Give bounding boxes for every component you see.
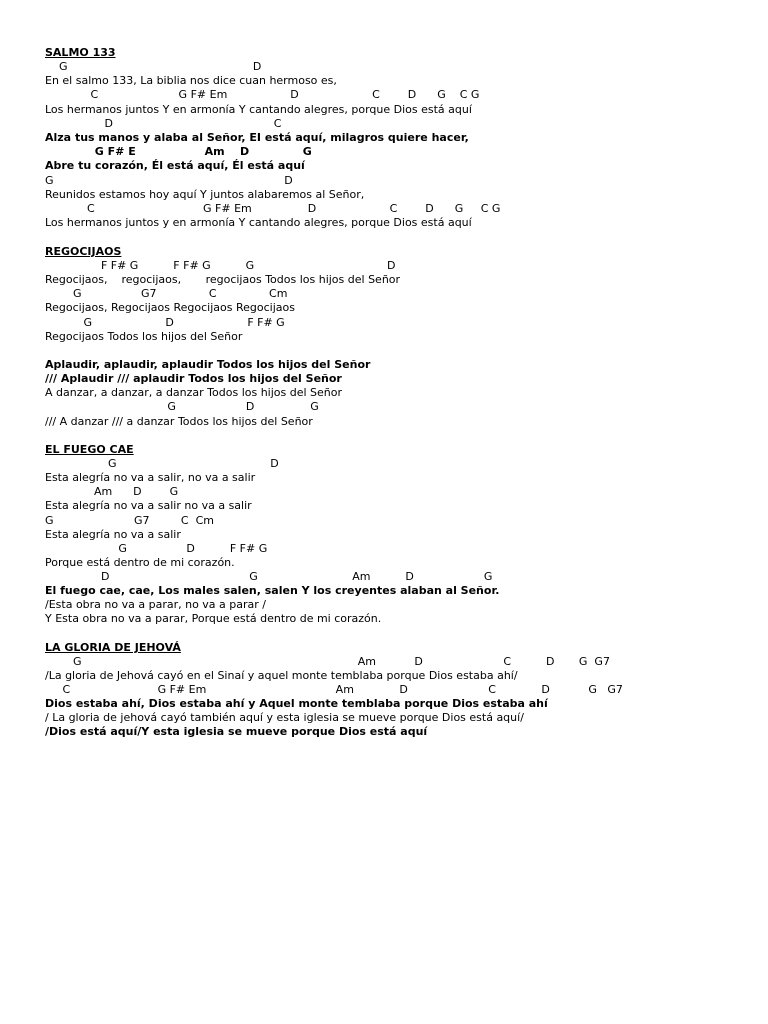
- lyric-line: Alza tus manos y alaba al Señor, EI está aquí, milagros quiere hacer,: [45, 131, 469, 144]
- lyric-line: Los hermanos juntos y en armonía Y cantando alegres, porque Dios está aquí: [45, 216, 472, 229]
- chord-line: G D F F# G: [45, 542, 268, 555]
- lyric-line: Esta alegría no va a salir no va a salir: [45, 499, 252, 512]
- lyric-line: /La gloria de Jehová cayó en el Sinaí y aquel monte temblaba porque Dios estaba ahí/: [45, 669, 518, 682]
- chord-line: G D: [45, 174, 293, 187]
- lyric-line: Esta alegría no va a salir, no va a salir: [45, 471, 256, 484]
- chord-line: G Am D C D G G7: [45, 655, 610, 668]
- lyric-line: / La gloria de jehová cayó también aquí y esta iglesia se mueve porque Dios está aquí/: [45, 711, 524, 724]
- song-title: REGOCIJAOS: [45, 245, 122, 258]
- lyric-line: Los hermanos juntos Y en armonía Y cantando alegres, porque Dios está aquí: [45, 103, 472, 116]
- chord-line: G G7 C Cm: [45, 514, 215, 527]
- song-title: EL FUEGO CAE: [45, 443, 134, 456]
- lyric-line: El fuego cae, cae, Los males salen, salen Y los creyentes alaban al Señor.: [45, 584, 500, 597]
- lyric-line: Dios estaba ahí, Dios estaba ahí y Aquel monte temblaba porque Dios estaba ahí: [45, 697, 548, 710]
- lyric-line: Y Esta obra no va a parar, Porque está dentro de mi corazón.: [45, 612, 382, 625]
- lyric-line: /Dios está aquí/Y esta iglesia se mueve porque Dios está aquí: [45, 725, 428, 738]
- chord-line: C G F# Em D C D G C G: [45, 88, 480, 101]
- chord-line: Am D G: [45, 485, 179, 498]
- lyric-line: /// A danzar /// a danzar Todos los hijos del Señor: [45, 415, 313, 428]
- song-title: SALMO 133: [45, 46, 116, 59]
- chord-line: G D F F# G: [45, 316, 285, 329]
- lyric-line: Esta alegría no va a salir: [45, 528, 181, 541]
- chord-line: D G Am D G: [45, 570, 493, 583]
- lyric-line: Porque está dentro de mi corazón.: [45, 556, 235, 569]
- chord-line: D C: [45, 117, 282, 130]
- lyric-line: A danzar, a danzar, a danzar Todos los hijos del Señor: [45, 386, 343, 399]
- lyric-line: En el salmo 133, La biblia nos dice cuan hermoso es,: [45, 74, 337, 87]
- chord-line: G D: [45, 457, 279, 470]
- song-title: LA GLORIA DE JEHOVÁ: [45, 641, 181, 654]
- lyric-line: /// Aplaudir /// aplaudir Todos los hijos del Señor: [45, 372, 342, 385]
- lyric-line: Abre tu corazón, Él está aquí, Él está aquí: [45, 159, 305, 172]
- lyric-line: Aplaudir, aplaudir, aplaudir Todos los hijos del Señor: [45, 358, 371, 371]
- chord-line: C G F# Em D C D G C G: [45, 202, 501, 215]
- lyric-line: Reunidos estamos hoy aquí Y juntos alabaremos al Señor,: [45, 188, 365, 201]
- lyric-line: Regocijaos, regocijaos, regocijaos Todos los hijos del Señor: [45, 273, 401, 286]
- chord-line: F F# G F F# G G D: [45, 259, 396, 272]
- lyric-line: Regocijaos, Regocijaos Regocijaos Regocijaos: [45, 301, 295, 314]
- lyric-line: /Esta obra no va a parar, no va a parar /: [45, 598, 266, 611]
- chord-line: G G7 C Cm: [45, 287, 288, 300]
- lyric-line: Regocijaos Todos los hijos del Señor: [45, 330, 243, 343]
- chord-line: G D G: [45, 400, 319, 413]
- chord-line: C G F# Em Am D C D G G7: [45, 683, 623, 696]
- chord-line: G D: [45, 60, 262, 73]
- chord-line: G F# E Am D G: [45, 145, 312, 158]
